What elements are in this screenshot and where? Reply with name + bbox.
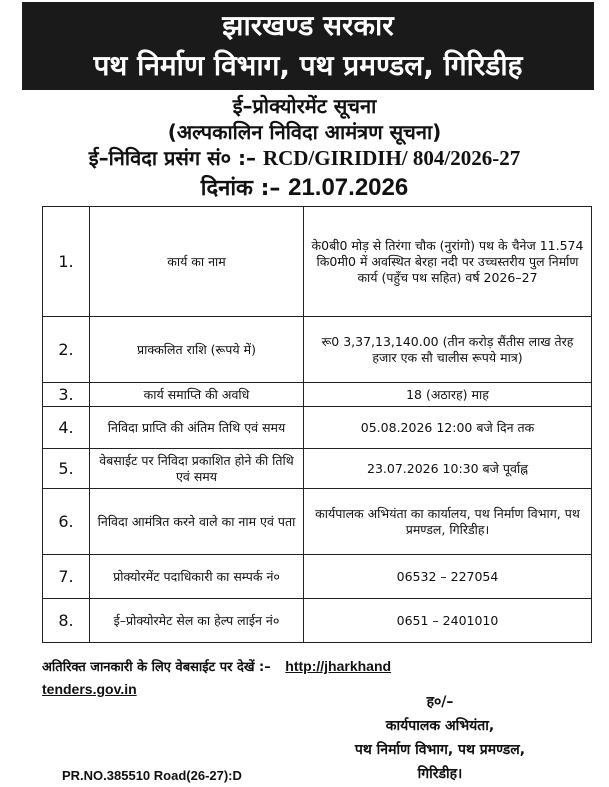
row-value: 0651 – 2401010 <box>304 599 592 643</box>
table-row <box>43 599 592 643</box>
reference-line <box>0 144 609 171</box>
row-label: प्राक्कलित राशि (रूपये में) <box>90 317 304 383</box>
row-number: 2. <box>43 317 90 383</box>
date-label: दिनांक :– <box>200 176 281 201</box>
additional-info-line <box>42 657 391 675</box>
row-label: ई–प्रोक्योरमेट सेल का हेल्प लाईन नं० <box>90 599 304 643</box>
row-value: 18 (अठारह) माह <box>304 383 592 407</box>
table-row <box>43 449 592 489</box>
row-number: 3. <box>43 383 90 407</box>
government-banner <box>22 2 594 90</box>
row-value: 06532 – 227054 <box>304 555 592 599</box>
row-value: 05.08.2026 12:00 बजे दिन तक <box>304 407 592 449</box>
row-label: कार्य समाप्ति की अवधि <box>90 383 304 407</box>
row-number: 4. <box>43 407 90 449</box>
table-row <box>43 555 592 599</box>
row-value: के0बी0 मोड़ से तिरंगा चौक (नुरांगो) पथ के चैनेज 11.574 कि0मी0 में अवस्थित बेरहा नदी पर उच्चस्तरीय पुल निर्माण कार्य (पहुँच पथ सहित) वर्ष 2026–27 <box>304 207 592 317</box>
date-value: 21.07.2026 <box>288 174 409 201</box>
row-value: कार्यपालक अभियंता का कार्यालय, पथ निर्माण विभाग, पथ प्रमण्डल, गिरिडीह। <box>304 489 592 555</box>
row-value: रू0 3,37,13,140.00 (तीन करोड़ सैंतीस लाख तेरह हजार एक सौ चालीस रूपये मात्र) <box>304 317 592 383</box>
row-number: 1. <box>43 207 90 317</box>
table-row <box>43 317 592 383</box>
signature-mark: ह०/– <box>426 694 454 710</box>
reference-number: RCD/GIRIDIH/ 804/2026-27 <box>262 146 521 170</box>
notice-title: ई–प्रोक्योरमेंट सूचना <box>232 94 377 118</box>
signatory-designation: कार्यपालक अभियंता, <box>385 718 495 734</box>
additional-info-text: अतिरिक्त जानकारी के लिए वेबसाईट पर देखें :– <box>42 660 271 675</box>
row-label: निविदा आमंत्रित करने वाले का नाम एवं पता <box>90 489 304 555</box>
notice-subtitle: (अल्पकालिन निविदा आमंत्रण सूचना) <box>167 120 442 144</box>
row-value: 23.07.2026 10:30 बजे पूर्वाह्न <box>304 449 592 489</box>
banner-government-name: झारखण्ड सरकार <box>222 9 394 42</box>
website-link-part1[interactable]: http://jharkhand <box>285 658 392 674</box>
signatory-department: पथ निर्माण विभाग, पथ प्रमण्डल, <box>354 742 526 758</box>
row-label: प्रोक्योरमेंट पदाधिकारी का सम्पर्क नं० <box>90 555 304 599</box>
row-label: कार्य का नाम <box>90 207 304 317</box>
signatory-location: गिरिडीह। <box>417 766 463 782</box>
table-row <box>43 207 592 317</box>
tender-details-table <box>42 206 592 643</box>
reference-label: ई–निविदा प्रसंग सं० :– <box>88 146 256 170</box>
banner-department-name: पथ निर्माण विभाग, पथ प्रमण्डल, गिरिडीह <box>93 49 523 82</box>
table-row <box>43 383 592 407</box>
row-number: 6. <box>43 489 90 555</box>
date-line <box>0 172 609 202</box>
table-row <box>43 489 592 555</box>
row-number: 8. <box>43 599 90 643</box>
pr-number: PR.NO.385510 Road(26-27):D <box>62 768 242 783</box>
row-label: वेबसाईट पर निविदा प्रकाशित होने की तिथि एवं समय <box>90 449 304 489</box>
row-label: निविदा प्राप्ति की अंतिम तिथि एवं समय <box>90 407 304 449</box>
website-link-part2[interactable]: tenders.gov.in <box>42 681 137 697</box>
table-row <box>43 407 592 449</box>
row-number: 7. <box>43 555 90 599</box>
row-number: 5. <box>43 449 90 489</box>
